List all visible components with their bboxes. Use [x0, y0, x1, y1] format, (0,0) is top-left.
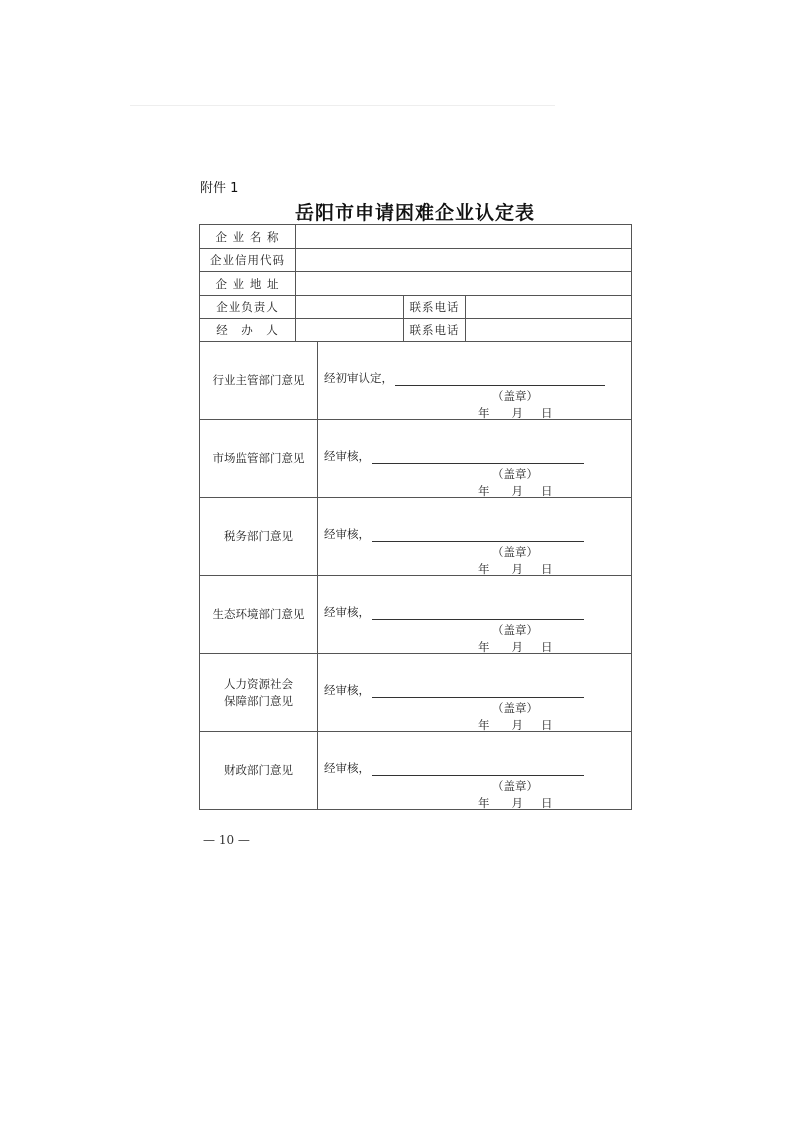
day-label: 日 [541, 562, 553, 576]
responsible-phone-field[interactable] [466, 296, 632, 319]
opinion-row-industry [200, 342, 632, 420]
opinion-line [324, 682, 584, 698]
opinion-label: 财政部门意见 [200, 732, 318, 810]
opinion-line [324, 526, 584, 542]
page-number: — 10 — [203, 833, 250, 847]
opinion-line [324, 760, 584, 776]
opinion-prefix: 经审核， [324, 527, 370, 541]
seal-text: （盖章） [492, 467, 538, 481]
day-label: 日 [541, 640, 553, 654]
opinion-underline[interactable] [395, 374, 605, 386]
attachment-label: 附件 1 [200, 181, 239, 196]
date-line [478, 795, 553, 811]
company-name-field[interactable] [296, 225, 632, 249]
company-name-label: 企 业 名 称 [200, 225, 296, 249]
opinion-label [200, 654, 318, 732]
opinion-label: 行业主管部门意见 [200, 342, 318, 420]
enterprise-form-table [199, 224, 632, 810]
opinion-row-hr [200, 654, 632, 732]
year-label: 年 [478, 796, 490, 810]
header-rule [130, 105, 555, 106]
opinion-cell[interactable] [318, 576, 632, 654]
year-label: 年 [478, 640, 490, 654]
opinion-row-market [200, 420, 632, 498]
seal-text: （盖章） [492, 779, 538, 793]
month-label: 月 [511, 406, 523, 420]
seal-text: （盖章） [492, 623, 538, 637]
opinion-row-ecology [200, 576, 632, 654]
year-label: 年 [478, 406, 490, 420]
row-company-name [200, 225, 632, 249]
handler-phone-field[interactable] [466, 319, 632, 342]
opinion-underline[interactable] [372, 608, 584, 620]
opinion-cell[interactable] [318, 420, 632, 498]
phone-label-2: 联系电话 [404, 319, 466, 342]
responsible-person-label: 企业负责人 [200, 296, 296, 319]
opinion-underline[interactable] [372, 764, 584, 776]
opinion-cell[interactable] [318, 654, 632, 732]
day-label: 日 [541, 406, 553, 420]
month-label: 月 [511, 640, 523, 654]
opinion-cell[interactable] [318, 342, 632, 420]
opinion-underline[interactable] [372, 530, 584, 542]
opinion-label-line2: 保障部门意见 [224, 693, 293, 708]
month-label: 月 [511, 484, 523, 498]
handler-field[interactable] [296, 319, 404, 342]
address-label: 企 业 地 址 [200, 272, 296, 296]
credit-code-label: 企业信用代码 [200, 249, 296, 272]
opinion-line [324, 370, 605, 386]
opinion-label: 税务部门意见 [200, 498, 318, 576]
opinion-cell[interactable] [318, 732, 632, 810]
year-label: 年 [478, 562, 490, 576]
seal-text: （盖章） [492, 545, 538, 559]
opinion-line [324, 604, 584, 620]
row-address [200, 272, 632, 296]
responsible-person-field[interactable] [296, 296, 404, 319]
seal-text: （盖章） [492, 701, 538, 715]
opinion-label: 市场监管部门意见 [200, 420, 318, 498]
opinion-row-tax [200, 498, 632, 576]
row-responsible-person [200, 296, 632, 319]
opinion-prefix: 经审核， [324, 605, 370, 619]
opinion-cell[interactable] [318, 498, 632, 576]
month-label: 月 [511, 562, 523, 576]
opinion-underline[interactable] [372, 686, 584, 698]
row-credit-code [200, 249, 632, 272]
opinion-prefix: 经审核， [324, 683, 370, 697]
year-label: 年 [478, 718, 490, 732]
seal-text: （盖章） [492, 389, 538, 403]
row-handler [200, 319, 632, 342]
address-field[interactable] [296, 272, 632, 296]
opinion-label: 生态环境部门意见 [200, 576, 318, 654]
day-label: 日 [541, 484, 553, 498]
opinion-prefix: 经初审认定， [324, 371, 393, 385]
form-title: 岳阳市申请困难企业认定表 [294, 202, 535, 224]
handler-label: 经 办 人 [200, 319, 296, 342]
month-label: 月 [511, 796, 523, 810]
credit-code-field[interactable] [296, 249, 632, 272]
year-label: 年 [478, 484, 490, 498]
opinion-line [324, 448, 584, 464]
day-label: 日 [541, 718, 553, 732]
day-label: 日 [541, 796, 553, 810]
opinion-prefix: 经审核， [324, 449, 370, 463]
phone-label-1: 联系电话 [404, 296, 466, 319]
opinion-underline[interactable] [372, 452, 584, 464]
opinion-prefix: 经审核， [324, 761, 370, 775]
month-label: 月 [511, 718, 523, 732]
opinion-row-finance [200, 732, 632, 810]
opinion-label-line1: 人力资源社会 [224, 676, 293, 691]
